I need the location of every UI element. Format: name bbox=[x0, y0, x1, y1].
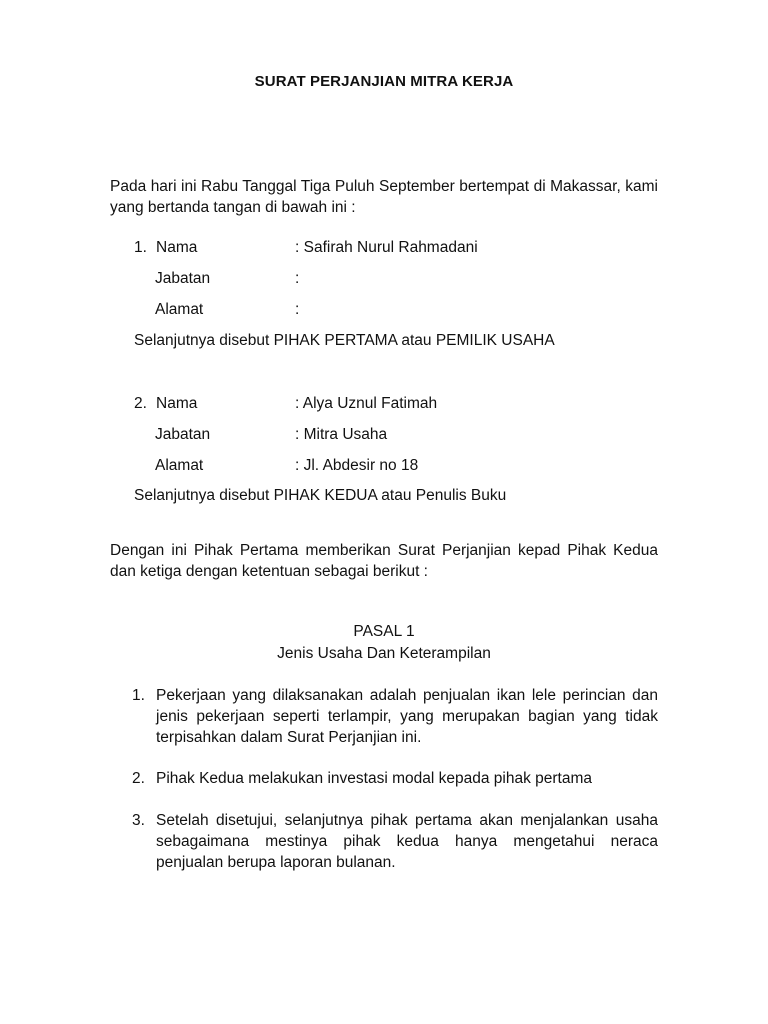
party-2-position-value: : Mitra Usaha bbox=[295, 426, 388, 443]
article-item-text: Pihak Kedua melakukan investasi modal kepada pihak pertama bbox=[156, 770, 592, 787]
article-subheading: Jenis Usaha Dan Keterampilan bbox=[277, 645, 491, 662]
document-title: SURAT PERJANJIAN MITRA KERJA bbox=[254, 73, 514, 90]
party-1-name-value: : Safirah Nurul Rahmadani bbox=[295, 239, 478, 256]
party-1-position-value: : bbox=[295, 270, 300, 287]
party-1-designation: Selanjutnya disebut PIHAK PERTAMA atau PEMILIK USAHA bbox=[134, 332, 555, 349]
opening-paragraph: Pada hari ini Rabu Tanggal Tiga Puluh September bertempat di Makassar, kami yang bertanda tangan di bawah ini : bbox=[110, 178, 658, 216]
article-heading: PASAL 1 bbox=[353, 623, 415, 640]
party-2-address-row bbox=[0, 456, 768, 476]
party-1-name-label: Nama bbox=[156, 239, 198, 256]
party-1-address-value: : bbox=[295, 301, 300, 318]
party-2-position-label: Jabatan bbox=[155, 426, 211, 443]
party-2-address-value: : Jl. Abdesir no 18 bbox=[295, 457, 419, 474]
party-1-address-label: Alamat bbox=[155, 301, 204, 318]
party-1-name-row bbox=[0, 238, 768, 258]
party-2-designation: Selanjutnya disebut PIHAK KEDUA atau Penulis Buku bbox=[134, 487, 507, 504]
statement-paragraph: Dengan ini Pihak Pertama memberikan Surat Perjanjian kepad Pihak Kedua dan ketiga dengan ketentuan sebagai berikut : bbox=[110, 542, 658, 580]
party-2-name-value: : Alya Uznul Fatimah bbox=[295, 395, 438, 412]
party-2-name-label: Nama bbox=[156, 395, 198, 412]
party-1-position-row bbox=[0, 269, 768, 289]
party-2-number: 2. bbox=[134, 395, 147, 412]
party-1-address-row bbox=[0, 300, 768, 320]
article-item-text: Pekerjaan yang dilaksanakan adalah penjualan ikan lele perincian dan jenis pekerjaan seperti terlampir, yang merupakan bagian yang tidak terpisahkan dalam Surat Perjanjian ini. bbox=[156, 687, 658, 746]
article-item-number: 2. bbox=[132, 770, 145, 787]
party-2-name-row bbox=[0, 394, 768, 414]
party-2-address-label: Alamat bbox=[155, 457, 204, 474]
article-item-number: 1. bbox=[132, 687, 145, 704]
article-item-text: Setelah disetujui, selanjutnya pihak pertama akan menjalankan usaha sebagaimana mestinya pihak kedua hanya mengetahui neraca penjualan berupa laporan bulanan. bbox=[156, 812, 658, 871]
party-1-position-label: Jabatan bbox=[155, 270, 211, 287]
party-2-position-row bbox=[0, 425, 768, 445]
article-item-number: 3. bbox=[132, 812, 145, 829]
party-1-number: 1. bbox=[134, 239, 147, 256]
